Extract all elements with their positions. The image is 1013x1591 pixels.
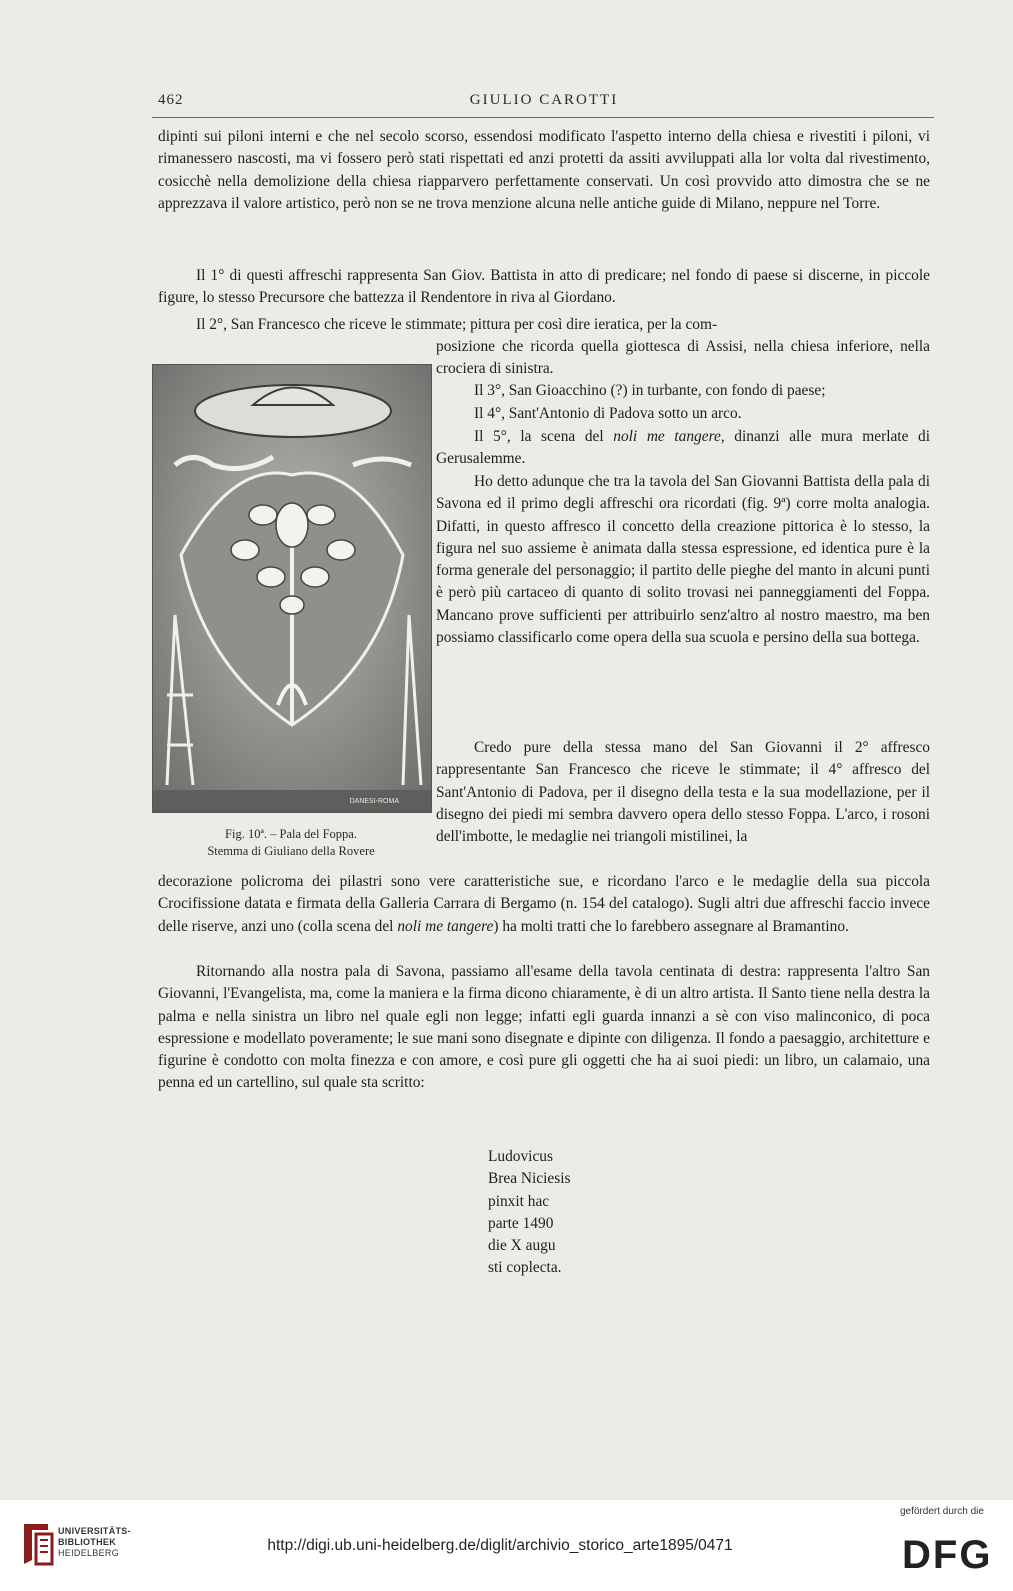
paragraph: posizione che ricorda quella giottesca di Assisi, nella chiesa inferiore, nella crociera di sinistra. xyxy=(436,338,930,378)
library-name-line: HEIDELBERG xyxy=(58,1548,120,1558)
caption-line: Fig. 10ª. – Pala del Foppa. xyxy=(225,827,357,841)
inscription-line: die X augu xyxy=(488,1237,556,1255)
text-run: dinanzi alle mura merlate di Gerusalemme. xyxy=(436,428,930,468)
text-run: ) ha molti tratti che lo farebbero assegnare al Bramantino. xyxy=(493,917,849,935)
paragraph: Il 4°, Sant'Antonio di Padova sotto un arco. xyxy=(474,405,742,422)
library-name-line: UNIVERSITÄTS- xyxy=(58,1526,131,1536)
university-library-logo-icon[interactable] xyxy=(18,1520,58,1568)
italic-text: noli me tangere, xyxy=(613,428,725,445)
paragraph: dipinti sui piloni interni e che nel secolo scorso, essendosi modificato l'aspetto interno della chiesa e rivestiti i piloni, vi rimanessero nascosti, ma vi fossero però stati rispettati ed anzi protetti da assiti avviluppati alla lor volta dal rivestimento, cosicchè nella demolizione della chiesa riapparvero perfettamente conservati. Un così provvido atto dimostra che se ne apprezzava il valore artistico, però non se ne trova menzione alcuna nelle antiche guide di Milano, neppure nel Torre. xyxy=(158,128,930,212)
engraver-signature: DANESI-ROMA xyxy=(349,798,399,805)
caption-line: Stemma di Giuliano della Rovere xyxy=(207,844,375,858)
dfg-logo-text: DFG xyxy=(902,1533,993,1574)
header-rule xyxy=(152,117,934,118)
inscription-block xyxy=(488,1146,688,1280)
running-title: GIULIO CAROTTI xyxy=(469,92,619,108)
inscription-line: pinxit hac xyxy=(488,1192,550,1210)
paragraph: Ho detto adunque che tra la tavola del San Giovanni Battista della pala di Savona ed il primo degli affreschi ora ricordati (fig. 9ª) corre molta analogia. Difatti, in questo affresco il concetto della creazione pittorica è lo stesso, la figura nel suo assieme è animata dalla stessa espressione, ed identica pure è la forma generale del personaggio; il partito delle pieghe del manto in alcuni punti è però più cartaceo di quanto di solito trovasi nei panneggiamenti del Foppa. Mancano prove sufficienti per attribuirlo senz'altro al nostro maestro, ma ben possiamo classificarlo come opera della sua scuola e persino della sua bottega. xyxy=(436,473,930,647)
library-name-line: BIBLIOTHEK xyxy=(58,1537,116,1547)
paragraph: Il 2°, San Francesco che riceve le stimmate; pittura per così dire ieratica, per la com- xyxy=(196,316,718,333)
inscription-line: sti coplecta. xyxy=(488,1259,562,1277)
paragraph: Il 1° di questi affreschi rappresenta San Giov. Battista in atto di predicare; nel fondo di paese si discerne, in piccole figure, lo stesso Precursore che battezza il Rendentore in riva al Giordano. xyxy=(158,267,930,307)
text-run: Il 5°, la scena del xyxy=(474,428,614,445)
italic-text: noli me tangere xyxy=(397,917,494,935)
inscription-line: Ludovicus xyxy=(488,1148,553,1165)
paragraph: Ritornando alla nostra pala di Savona, passiamo all'esame della tavola centinata di destra: rappresenta l'altro San Giovanni, l'Evangelista, ma, come la maniera e la firma dicono chiaramente, è di un altro artista. Il Santo tiene nella destra la palma e nella sinistra un libro nel quale egli non legge; infatti egli guarda innanzi a sè con viso malinconico, di poca espressione e modellato poveramente; le sue mani sono disegnate e dipinte con diligenza. Il fondo a paesaggio, architetture e figurine è condotto con molta finezza e con amore, e così pure gli oggetti che ha ai suoi piedi: un libro, un calamaio, una penna ed un cartellino, sul quale sta scritto: xyxy=(158,963,930,1092)
inscription-line: Brea Niciesis xyxy=(488,1170,571,1188)
figure-coat-of-arms xyxy=(152,364,432,813)
dfg-logo-icon[interactable] xyxy=(900,1530,998,1574)
permalink-url[interactable]: http://digi.ub.uni-heidelberg.de/diglit/archivio_storico_arte1895/0471 xyxy=(267,1537,733,1554)
library-name[interactable] xyxy=(58,1526,131,1559)
paragraph xyxy=(436,426,930,471)
coat-of-arms-illustration xyxy=(153,365,431,812)
running-head xyxy=(158,92,930,114)
text-run: decorazione policroma dei pilastri sono vere caratteristiche sue, e ricordano l'arco e le medaglie della sua piccola Crocifissione datata e firmata della Galleria Carrara di Bergamo (n. 154 del catalogo). Sugli altri due affreschi faccio invece delle riserve, anzi uno (colla scena del xyxy=(158,873,930,935)
paragraph: Credo pure della stessa mano del San Giovanni il 2° affresco rappresentante San Francesco che riceve le stimmate; il 4° affresco del Sant'Antonio di Padova, per il disegno della testa e la sua modellazione, per il disegno dei piedi mi sembra davvero opera dello stesso Foppa. L'arco, i rosoni dell'imbotte, le medaglie nei triangoli mistilinei, la xyxy=(436,739,930,846)
inscription-line: parte 1490 xyxy=(488,1214,554,1232)
paragraph: Il 3°, San Gioacchino (?) in turbante, con fondo di paese; xyxy=(474,382,826,399)
paragraph xyxy=(158,871,930,938)
funding-note: gefördert durch die xyxy=(900,1506,984,1517)
page-number: 462 xyxy=(158,92,184,108)
figure-caption xyxy=(152,826,430,860)
